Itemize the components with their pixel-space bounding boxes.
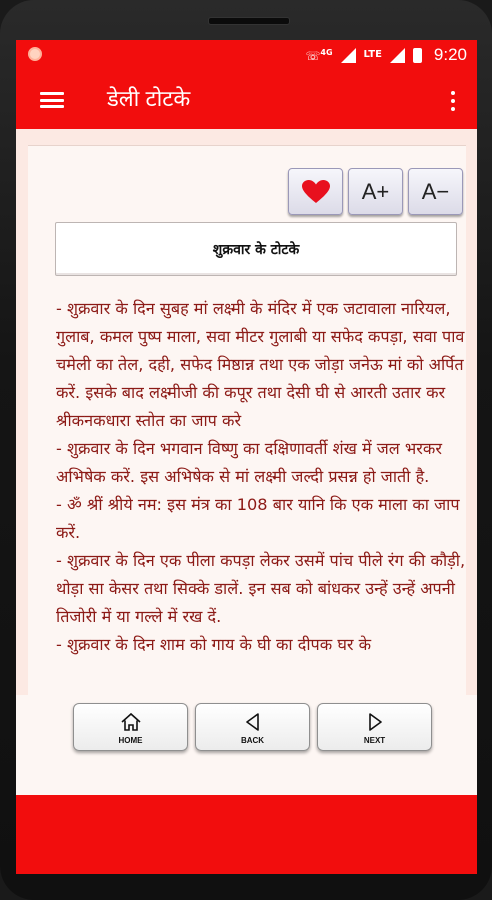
article-body[interactable]: [56, 295, 466, 735]
article-paragraph: - शुक्रवार के दिन एक पीला कपड़ा लेकर उसमें पांच पीले रंग की कौड़ी, थोड़ा सा केसर तथा सिक्के डालें. इन सब को बांधकर उन्हें उन्हें अपनी तिजोरी में या गल्ले में रख दें.: [56, 551, 466, 626]
heart-icon: [302, 180, 330, 204]
next-button[interactable]: [317, 703, 432, 751]
footer-banner: [16, 795, 477, 874]
signal-icon: [341, 48, 356, 63]
lte-indicator: LTE: [363, 49, 382, 60]
next-label: NEXT: [363, 736, 386, 745]
menu-icon[interactable]: [40, 92, 64, 108]
font-increase-button[interactable]: A+: [348, 168, 403, 215]
home-icon: [120, 712, 142, 736]
article-paragraph: - शुक्रवार के दिन शाम को गाय के घी का दीपक घर के: [56, 635, 372, 654]
app-title: डेली टोटके: [107, 86, 191, 111]
bottom-nav: [16, 695, 477, 795]
phone-speaker: [208, 17, 290, 25]
next-arrow-icon: [365, 712, 385, 736]
font-decrease-button[interactable]: A−: [408, 168, 463, 215]
article-paragraph: - शुक्रवार के दिन सुबह मां लक्ष्मी के मंदिर में एक जटावाला नारियल, गुलाब, कमल पुष्प माला, सवा मीटर गुलाबी या सफेद कपड़ा, सवा पाव चमेली का तेल, दही, सफेद मिष्ठान्न तथा एक जोड़ा जनेऊ मां को अर्पित करें. इसके बाद लक्ष्मीजी की कपूर तथा देसी घी से आरती उतार कर श्रीकनकधारा स्तोत का जाप करे: [56, 299, 465, 430]
status-bar: [16, 40, 477, 70]
status-time: 9:20: [433, 45, 467, 64]
app-bar: [16, 70, 477, 129]
article-paragraph: - शुक्रवार के दिन भगवान विष्णु का दक्षिणावर्ती शंख में जल भरकर अभिषेक करें. इस अभिषेक से मां लक्ष्मी जल्दी प्रसन्न हो जाती है.: [56, 439, 442, 486]
status-icons: [305, 45, 467, 65]
article-paragraph: - ॐ श्रीं श्रीये नम: इस मंत्र का 108 बार यानि कि एक माला का जाप करें.: [56, 495, 460, 542]
favorite-button[interactable]: [288, 168, 343, 215]
volte-call-icon: ☏$^{4G}$: [305, 47, 333, 63]
back-button[interactable]: [195, 703, 310, 751]
signal-icon-2: [390, 48, 405, 63]
back-arrow-icon: [243, 712, 263, 736]
home-button[interactable]: [73, 703, 188, 751]
back-label: BACK: [240, 736, 265, 745]
more-options-icon[interactable]: [451, 91, 455, 115]
article-title: शुक्रवार के टोटके: [212, 241, 300, 258]
battery-icon: [413, 48, 422, 63]
article-title-box: [55, 222, 457, 276]
notification-app-icon: [28, 47, 42, 61]
app-screen: [16, 40, 477, 874]
home-label: HOME: [118, 736, 143, 745]
